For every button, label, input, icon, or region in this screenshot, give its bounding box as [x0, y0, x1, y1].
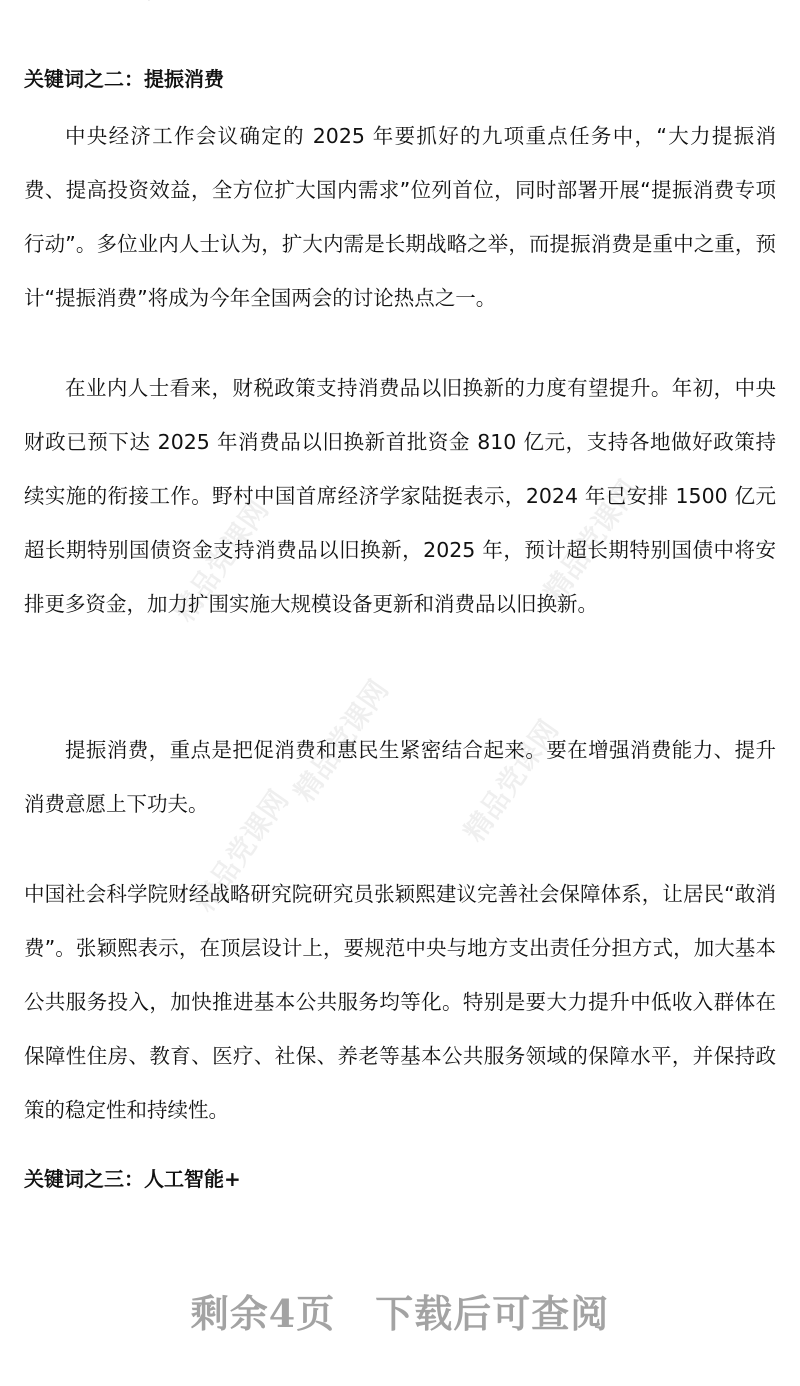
remaining-pages-label: 剩余4页	[190, 1291, 336, 1336]
watermark: 精品党课网	[537, 474, 645, 608]
download-to-read-more-banner[interactable]	[0, 1283, 800, 1338]
paragraph-fragment	[24, 0, 776, 16]
paragraph: 提振消费，重点是把促消费和惠民生紧密结合起来。要在增强消费能力、提升消费意愿上下功夫。	[24, 738, 776, 816]
paragraph: 中国社会科学院财经战略研究院研究员张颖熙建议完善社会保障体系，让居民“敢消费”。张颖熙表示，在顶层设计上，要规范中央与地方支出责任分担方式，加大基本公共服务投入，加快推进基本公共服务均等化。特别是要大力提升中低收入群体在保障性住房、教育、医疗、社保、养老等基本公共服务领域的保障水平，并保持政策的稳定性和持续性。	[24, 882, 776, 1122]
paragraph: 中央经济工作会议确定的 2025 年要抓好的九项重点任务中，“大力提振消费、提高投资效益，全方位扩大国内需求”位列首位，同时部署开展“提振消费专项行动”。多位业内人士认为，扩大内需是长期战略之举，而提振消费是重中之重，预计“提振消费”将成为今年全国两会的讨论热点之一。	[24, 124, 776, 310]
paragraph: 在业内人士看来，财税政策支持消费品以旧换新的力度有望提升。年初，中央财政已预下达 2025 年消费品以旧换新首批资金 810 亿元，支持各地做好政策持续实施的衔接工作。野村中国首席经济学家陆挺表示，2024 年已安排 1500 亿元超长期特别国债资金支持消费品以旧换新，2025 年，预计超长期特别国债中将安排更多资金，加力扩围实施大规模设备更新和消费品以旧换新。	[24, 376, 776, 616]
watermark: 精品党课网	[287, 674, 395, 808]
section-heading: 关键词之二：提振消费	[24, 67, 224, 91]
section-heading: 关键词之三：人工智能+	[24, 1167, 241, 1191]
watermark: 精品党课网	[457, 714, 565, 848]
watermark: 精品党课网	[187, 784, 295, 918]
watermark: 精品党课网	[167, 494, 275, 628]
download-prompt-label[interactable]: 下载后可查阅	[375, 1291, 610, 1336]
